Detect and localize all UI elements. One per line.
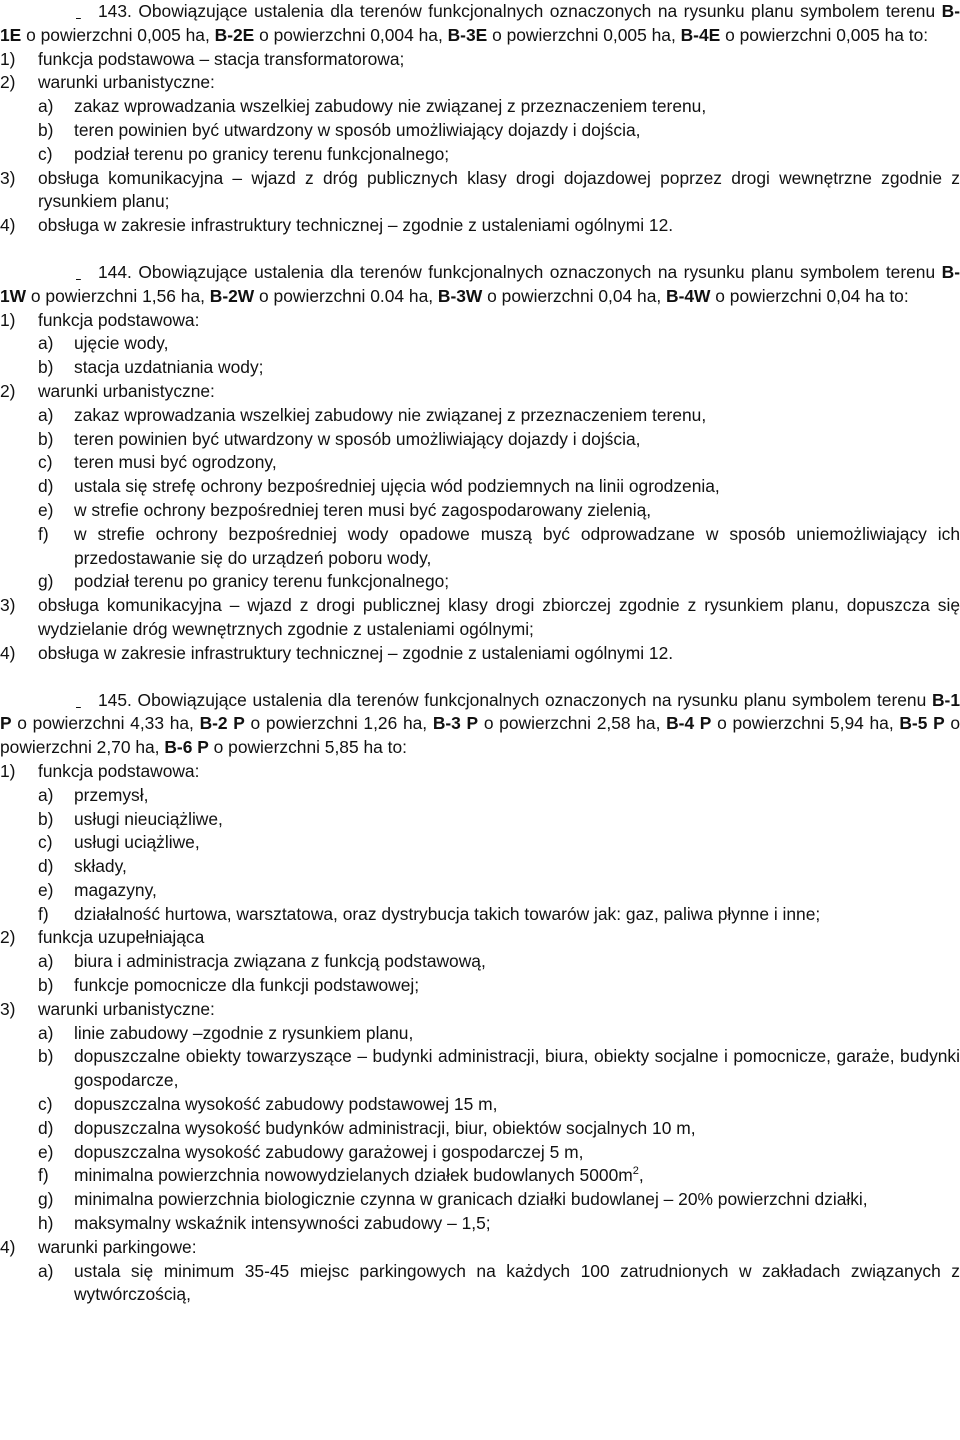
list-item [0, 143, 960, 167]
list-item-text: dopuszczalna wysokość zabudowy podstawowej 15 m, [74, 1094, 498, 1115]
list-item-text: działalność hurtowa, warsztatowa, oraz dystrybucja takich towarów jak: gaz, paliwa płynne i inne; [74, 903, 821, 924]
area-symbol: B-4 P [666, 713, 712, 734]
list-item [0, 1260, 960, 1308]
paragraph-sign [76, 261, 84, 285]
list-item-text: usługi nieuciążliwe, [74, 808, 223, 829]
list-item-number: a) [38, 951, 54, 972]
list-item-text: funkcja podstawowa: [38, 760, 200, 781]
list-item-text: warunki urbanistyczne: [38, 72, 215, 93]
area-description: o powierzchni 2,58 ha, [478, 713, 667, 734]
list-item [0, 119, 960, 143]
list-item [0, 1212, 960, 1236]
area-description: o powierzchni 0,04 ha, [482, 285, 667, 306]
list-item-text: warunki parkingowe: [38, 1236, 197, 1257]
list-item [0, 48, 960, 72]
list-item [0, 570, 960, 594]
area-symbol: B-3 P [432, 713, 479, 734]
list-item-number: a) [38, 333, 54, 354]
list-item-text: teren powinien być utwardzony w sposób umożliwiający dojazdy i dojścia, [74, 119, 641, 140]
list-item-number: a) [38, 1022, 54, 1043]
list-item-text: w strefie ochrony bezpośredniej teren musi być zagospodarowany zielenią, [74, 499, 652, 520]
list-item-text: funkcje pomocnicze dla funkcji podstawowej; [74, 975, 420, 996]
area-symbol: B-1W [0, 261, 960, 306]
list-item [0, 332, 960, 356]
list-item-number: f) [38, 1165, 49, 1186]
list-item-text: magazyny, [74, 879, 157, 900]
list-item-number: 3) [0, 998, 16, 1019]
list-item [0, 831, 960, 855]
list-item-number: b) [38, 428, 54, 449]
list-item-number: b) [38, 1046, 54, 1067]
list-item-text: podział terenu po granicy terenu funkcjonalnego; [74, 143, 450, 164]
list-item [0, 214, 960, 238]
list-item-number: 4) [0, 215, 16, 236]
list-item-number: a) [38, 784, 54, 805]
list-item-text: przemysł, [74, 784, 149, 805]
list-item-number: b) [38, 975, 54, 996]
list-item-text: biura i administracja związana z funkcją podstawową, [74, 951, 486, 972]
list-item-number: c) [38, 452, 53, 473]
section-number: 145. [98, 689, 132, 710]
section-143 [0, 0, 960, 238]
list-item-text: teren musi być ogrodzony, [74, 452, 277, 473]
list-item-number: f) [38, 903, 49, 924]
list-item-number: 2) [0, 927, 16, 948]
list-item-text: dopuszczalna wysokość zabudowy garażowej i gospodarczej 5 m, [74, 1141, 584, 1162]
list-item-text: dopuszczalne obiekty towarzyszące – budynki administracji, biura, obiekty socjalne i pomocnicze, garaże, budynki gospodarcze, [74, 1046, 960, 1091]
list-item-text: funkcja podstawowa – stacja transformatorowa; [38, 48, 405, 69]
list-item-number: c) [38, 143, 53, 164]
area-description: o powierzchni 1,26 ha, [244, 713, 433, 734]
list-item [0, 356, 960, 380]
list-item [0, 523, 960, 571]
area-description: o powierzchni 2,70 ha, [0, 713, 960, 758]
list-item-number: e) [38, 879, 54, 900]
list-item-text: zakaz wprowadzania wszelkiej zabudowy nie związanej z przeznaczeniem terenu, [74, 96, 707, 117]
section-intro [0, 0, 960, 48]
list-item [0, 784, 960, 808]
list-item [0, 974, 960, 998]
area-description: o powierzchni 0,005 ha, [21, 24, 215, 45]
list-item-number: a) [38, 1260, 54, 1281]
list-item-number: b) [38, 119, 54, 140]
list-item-number: 1) [0, 309, 16, 330]
list-item-text: obsługa w zakresie infrastruktury technicznej – zgodnie z ustaleniami ogólnymi 12. [38, 642, 674, 663]
list-item-number: 3) [0, 595, 16, 616]
list-item-text: ustala się minimum 35-45 miejsc parkingowych na każdych 100 zatrudnionych w zakładach związanych z wytwórczością, [74, 1260, 960, 1305]
area-symbol: B-4E [680, 24, 721, 45]
area-description: o powierzchni 0.04 ha, [254, 285, 438, 306]
section-number: 144. [98, 261, 132, 282]
list-item [0, 380, 960, 404]
section-intro [0, 689, 960, 760]
section-intro [0, 261, 960, 309]
list-item [0, 1117, 960, 1141]
list-item-text: linie zabudowy –zgodnie z rysunkiem planu, [74, 1022, 414, 1043]
list-item-text: usługi uciążliwe, [74, 832, 200, 853]
area-symbol: B-2W [209, 285, 255, 306]
list-item-text-end: , [638, 1165, 644, 1186]
list-item [0, 903, 960, 927]
list-item-text: funkcja uzupełniająca [38, 927, 205, 948]
section-intro-text: Obowiązujące ustalenia dla terenów funkcjonalnych oznaczonych na rysunku planu symbolem terenu [131, 689, 932, 710]
list-item-number: e) [38, 499, 54, 520]
area-symbol: B-4W [666, 285, 711, 306]
list-item [0, 309, 960, 333]
list-item-number: 3) [0, 167, 16, 188]
section-intro-text: Obowiązujące ustalenia dla terenów funkcjonalnych oznaczonych na rysunku planu symbolem terenu [131, 1, 942, 21]
list-item [0, 167, 960, 215]
list-item-text: teren powinien być utwardzony w sposób umożliwiający dojazdy i dojścia, [74, 428, 641, 449]
area-symbol: B-1 P [0, 689, 960, 734]
area-symbol: B-3W [437, 285, 483, 306]
area-description: o powierzchni 0,004 ha, [254, 24, 448, 45]
list-item-number: 2) [0, 72, 16, 93]
section-intro-text: Obowiązujące ustalenia dla terenów funkcjonalnych oznaczonych na rysunku planu symbolem terenu [131, 261, 942, 282]
area-symbol: B-1E [0, 1, 960, 45]
list-item [0, 71, 960, 95]
list-item [0, 594, 960, 642]
list-item-number: d) [38, 476, 54, 497]
area-description: o powierzchni 4,33 ha, [11, 713, 200, 734]
list-item [0, 1236, 960, 1260]
list-item-number: 1) [0, 48, 16, 69]
list-item [0, 1188, 960, 1212]
list-item-number: a) [38, 404, 54, 425]
list-item-number: 2) [0, 380, 16, 401]
list-item-text: podział terenu po granicy terenu funkcjonalnego; [74, 571, 450, 592]
list-item-text: ustala się strefę ochrony bezpośredniej ujęcia wód podziemnych na linii ogrodzenia, [74, 476, 720, 497]
area-description: o powierzchni 1,56 ha, [26, 285, 210, 306]
list-item-number: c) [38, 832, 53, 853]
list-item-number: g) [38, 1189, 54, 1210]
list-item-number: d) [38, 1117, 54, 1138]
list-item [0, 428, 960, 452]
list-item [0, 998, 960, 1022]
list-item [0, 879, 960, 903]
list-item [0, 404, 960, 428]
area-description: o powierzchni 0,005 ha to: [720, 24, 929, 45]
list-item [0, 1093, 960, 1117]
list-item-text: warunki urbanistyczne: [38, 998, 215, 1019]
list-item-text: obsługa komunikacyjna – wjazd z dróg publicznych klasy drogi dojazdowej poprzez drogi wewnętrzne zgodnie z rysunkiem planu; [38, 167, 960, 212]
list-item-text: warunki urbanistyczne: [38, 380, 215, 401]
list-item [0, 642, 960, 666]
list-item [0, 1141, 960, 1165]
list-item-text: minimalna powierzchnia nowowydzielanych działek budowlanych 5000m [74, 1165, 633, 1186]
paragraph-sign [76, 689, 84, 713]
area-symbol: B-3E [447, 24, 488, 45]
superscript: 2 [632, 1165, 639, 1178]
list-item [0, 760, 960, 784]
list-item-number: g) [38, 571, 54, 592]
list-item-text: ujęcie wody, [74, 333, 169, 354]
list-item-number: 4) [0, 642, 16, 663]
list-item-number: 4) [0, 1236, 16, 1257]
area-description: o powierzchni 5,85 ha to: [208, 737, 407, 758]
area-description: o powierzchni 0,005 ha, [487, 24, 681, 45]
list-item-text: stacja uzdatniania wody; [74, 357, 264, 378]
list-item-number: c) [38, 1094, 53, 1115]
section-144 [0, 261, 960, 666]
list-item-number: d) [38, 856, 54, 877]
list-item-text: w strefie ochrony bezpośredniej wody opadowe muszą być odprowadzane w sposób uniemożliwiający ich przedostawanie się do urządzeń poboru wody, [74, 523, 960, 568]
list-item-text: zakaz wprowadzania wszelkiej zabudowy nie związanej z przeznaczeniem terenu, [74, 404, 707, 425]
area-symbol: B-2E [214, 24, 255, 45]
list-item [0, 499, 960, 523]
area-description: o powierzchni 0,04 ha to: [710, 285, 909, 306]
list-item-text: minimalna powierzchnia biologicznie czynna w granicach działki budowlanej – 20% powierzchni działki, [74, 1189, 868, 1210]
list-item [0, 855, 960, 879]
list-item [0, 950, 960, 974]
list-item-number: e) [38, 1141, 54, 1162]
list-item-number: 1) [0, 760, 16, 781]
list-item [0, 1045, 960, 1093]
list-item-text: obsługa w zakresie infrastruktury technicznej – zgodnie z ustaleniami ogólnymi 12. [38, 215, 674, 236]
section-number: 143. [98, 1, 132, 21]
list-item-number: f) [38, 523, 49, 544]
list-item-text: funkcja podstawowa: [38, 309, 200, 330]
list-item [0, 475, 960, 499]
list-item-number: h) [38, 1213, 54, 1234]
list-item-text: obsługa komunikacyjna – wjazd z drogi publicznej klasy drogi zbiorczej zgodnie z rysunkiem planu, dopuszcza się wydzielanie dróg wewnętrznych zgodnie z ustaleniami ogólnymi; [38, 595, 960, 639]
list-item [0, 808, 960, 832]
list-item-number: a) [38, 96, 54, 117]
list-item-text: maksymalny wskaźnik intensywności zabudowy – 1,5; [74, 1213, 491, 1234]
list-item [0, 451, 960, 475]
list-item-text: składy, [74, 856, 127, 877]
area-description: o powierzchni 5,94 ha, [711, 713, 900, 734]
list-item-text: dopuszczalna wysokość budynków administracji, biur, obiektów socjalnych 10 m, [74, 1117, 696, 1138]
paragraph-sign [76, 0, 84, 24]
section-145 [0, 689, 960, 1308]
area-symbol: B-2 P [199, 713, 245, 734]
list-item [0, 926, 960, 950]
area-symbol: B-5 P [899, 713, 945, 734]
list-item-number: b) [38, 808, 54, 829]
list-item [0, 1164, 960, 1188]
list-item [0, 95, 960, 119]
list-item-number: b) [38, 357, 54, 378]
list-item [0, 1022, 960, 1046]
area-symbol: B-6 P [164, 737, 209, 758]
